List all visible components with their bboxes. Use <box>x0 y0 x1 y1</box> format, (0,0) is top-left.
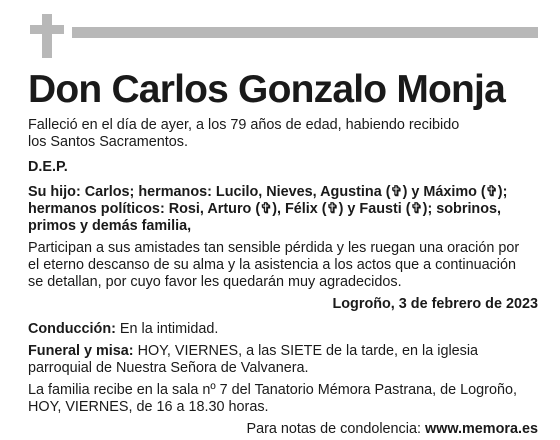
deceased-cross-icon: ✞ <box>390 184 403 200</box>
dep-label: D.E.P. <box>28 159 68 175</box>
family-line-3: primos y demás familia, <box>28 218 192 234</box>
funeral-text: HOY, VIERNES, a las SIETE de la tarde, en la iglesia <box>133 343 479 359</box>
condolence-line <box>28 421 538 438</box>
family-line-2 <box>28 201 538 218</box>
deceased-cross-icon: ✞ <box>326 201 339 217</box>
intro-line-2: los Santos Sacramentos. <box>28 134 188 150</box>
obituary-notice <box>28 14 538 437</box>
wake-paragraph <box>28 382 538 416</box>
family-text: ) y Máximo ( <box>402 184 486 200</box>
deceased-cross-icon: ✞ <box>410 201 423 217</box>
family-text: ) y Fausti ( <box>338 201 411 217</box>
condolence-url: www.memora.es <box>424 421 538 437</box>
funeral-line-2: parroquial de Nuestra Señora de Valvanera. <box>28 360 309 376</box>
funeral-paragraph <box>28 343 538 377</box>
conduccion-label: Conducción: <box>28 321 116 337</box>
family-list <box>28 184 538 235</box>
wake-line-1: La familia recibe en la sala nº 7 del Tanatorio Mémora Pastrana, de Logroño, <box>28 382 517 398</box>
invitation-line-3: se detallan, por cuyo favor les quedarán muy agradecidos. <box>28 274 402 290</box>
header-ornament <box>28 14 538 60</box>
family-text: Su hijo: Carlos; hermanos: Lucilo, Nieves, Agustina ( <box>28 184 391 200</box>
header-rule <box>72 27 538 38</box>
conduccion-text: En la intimidad. <box>115 321 219 337</box>
deceased-cross-icon: ✞ <box>485 184 498 200</box>
invitation-line-2: el eterno descanso de su alma y la asistencia a los actos que a continuación <box>28 257 516 273</box>
deceased-cross-icon: ✞ <box>260 201 273 217</box>
death-announcement <box>28 117 538 151</box>
funeral-label: Funeral y misa: <box>28 343 134 359</box>
conduccion-line <box>28 321 538 338</box>
intro-line-1: Falleció en el día de ayer, a los 79 años de edad, habiendo recibido <box>28 117 460 133</box>
funeral-line-1 <box>28 343 538 360</box>
family-text: ); sobrinos, <box>422 201 502 217</box>
wake-line-2: HOY, VIERNES, de 16 a 18.30 horas. <box>28 399 269 415</box>
condolence-label: Para notas de condolencia: <box>246 421 425 437</box>
family-text: ); <box>497 184 508 200</box>
family-line-1 <box>28 184 538 201</box>
cross-icon <box>30 14 64 58</box>
invitation-line-1: Participan a sus amistades tan sensible pérdida y les ruegan una oración por <box>28 240 520 256</box>
deceased-name: Don Carlos Gonzalo Monja <box>28 68 505 111</box>
invitation-paragraph <box>28 240 538 291</box>
family-text: ), Félix ( <box>272 201 327 217</box>
family-text: hermanos políticos: Rosi, Arturo ( <box>28 201 261 217</box>
place-date: Logroño, 3 de febrero de 2023 <box>332 296 538 312</box>
